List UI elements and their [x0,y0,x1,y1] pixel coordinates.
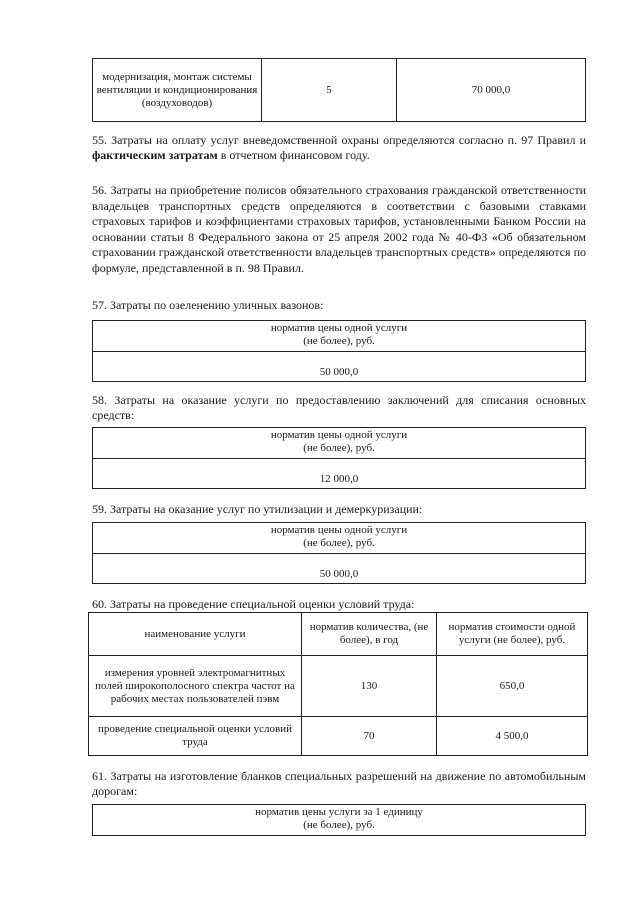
table-60-row2-qty: 70 [302,717,437,756]
table-60-row2-price: 4 500,0 [437,717,588,756]
table-row [93,428,586,459]
top-table [92,58,586,122]
table-58-value: 12 000,0 [93,459,586,489]
table-59-header [93,523,586,554]
paragraph-57: 57. Затраты по озеленению уличных вазонов: [92,298,324,312]
table-58 [92,427,586,489]
table-row [89,717,588,756]
paragraph-60: 60. Затраты на проведение специальной оценки условий труда: [92,597,415,611]
paragraph-58: 58. Затраты на оказание услуги по предоставлению заключений для списания основных средств: [92,393,586,422]
table-61 [92,804,586,836]
table-59-header-line1: норматив цены одной услуги [270,524,408,536]
table-row [93,352,586,382]
table-60-header-name: наименование услуги [89,613,302,656]
table-row [89,613,588,656]
paragraph-55-bold: фактическим затратам [92,148,218,162]
table-row [93,523,586,554]
table-row [89,656,588,717]
table-row [93,459,586,489]
table-row [93,59,586,122]
table-row [93,554,586,584]
table-57-value: 50 000,0 [93,352,586,382]
table-61-header-line1: норматив цены услуги за 1 единицу [255,806,423,818]
table-58-header [93,428,586,459]
table-59-value: 50 000,0 [93,554,586,584]
table-57-header-line2: (не более), руб. [303,335,375,347]
paragraph-56: 56. Затраты на приобретение полисов обязательного страхования гражданской ответственности владельцев транспортных средств определяются в соответствии с базовыми ставками страховых тарифов и коэффициентами страховых тарифов, установленными Банком России на основании статьи 8 Федерального закона от 25 апреля 2002 года № 40-ФЗ «Об обязательном страховании гражданской ответственности владельцев транспортных средств» определяются по формуле, представленной в п. 98 Правил. [92,183,586,275]
table-61-header [93,805,586,836]
quantity-cell: 5 [262,59,397,122]
paragraph-59: 59. Затраты на оказание услуг по утилизации и демеркуризации: [92,502,423,516]
service-name-cell: модернизация, монтаж системы вентиляции и кондиционирования (воздуховодов) [93,59,262,122]
paragraph-55-start: 55. Затраты на оплату услуг вневедомственной охраны определяются согласно п. 97 Правил и [92,133,586,147]
table-60-row1-qty: 130 [302,656,437,717]
table-59 [92,522,586,584]
table-60-header-qty: норматив количества, (не более), в год [302,613,437,656]
table-57-header [93,321,586,352]
paragraph-61: 61. Затраты на изготовление бланков специальных разрешений на движение по автомобильным дорогам: [92,769,586,798]
table-row [93,321,586,352]
table-57-header-line1: норматив цены одной услуги [270,322,408,334]
table-58-header-line1: норматив цены одной услуги [270,429,408,441]
paragraph-55 [92,133,586,163]
table-60-row2-name: проведение специальной оценки условий труда [89,717,302,756]
table-60-row1-name: измерения уровней электромагнитных полей широкополосного спектра частот на рабочих местах пользователей пэвм [89,656,302,717]
table-60-header-price: норматив стоимости одной услуги (не более), руб. [437,613,588,656]
table-60-row1-price: 650,0 [437,656,588,717]
table-61-header-line2: (не более), руб. [303,819,375,831]
table-57 [92,320,586,382]
table-58-header-line2: (не более), руб. [303,442,375,454]
table-59-header-line2: (не более), руб. [303,537,375,549]
table-row [93,805,586,836]
price-cell: 70 000,0 [397,59,586,122]
paragraph-55-end: в отчетном финансовом году. [217,148,370,162]
table-60 [88,612,588,756]
